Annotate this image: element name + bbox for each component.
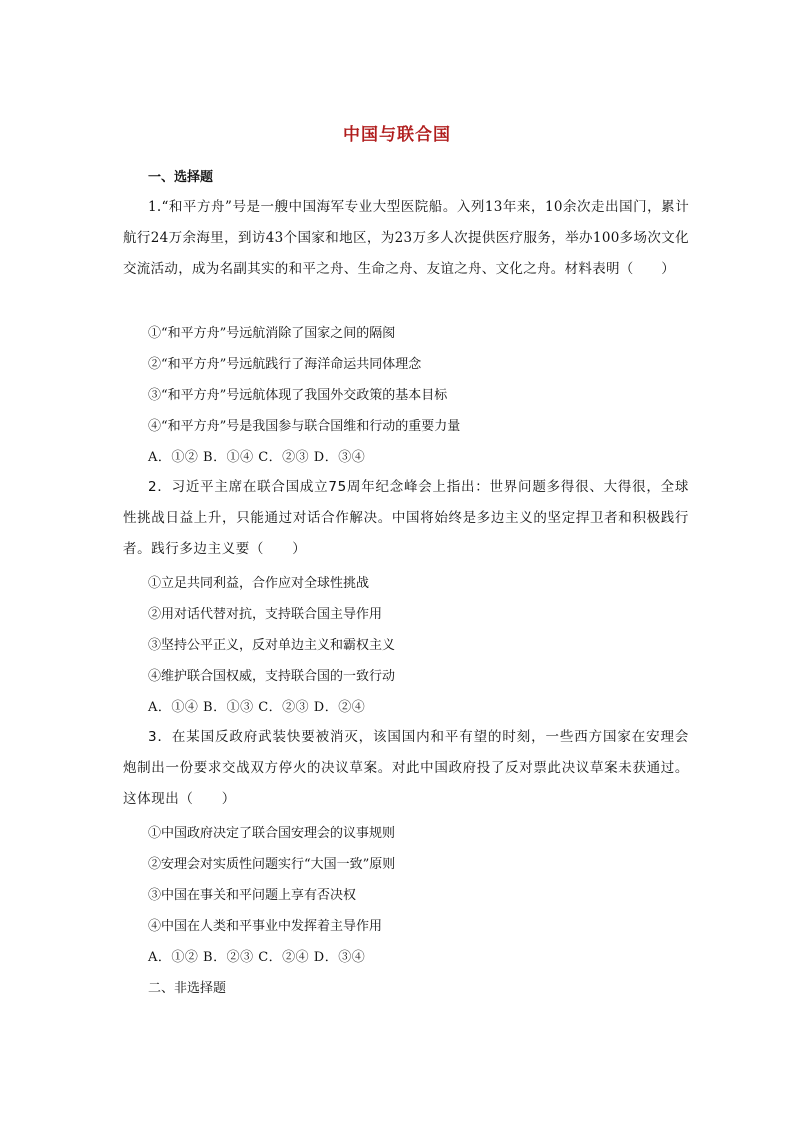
question-1-option-1: ①“和平方舟”号远航消除了国家之间的隔阂	[148, 326, 396, 341]
question-2-option-2: ②用对话代替对抗，支持联合国主导作用	[148, 607, 383, 622]
question-2-option-1: ①立足共同利益，合作应对全球性挑战	[148, 576, 370, 591]
question-1-option-2: ②“和平方舟”号远航践行了海洋命运共同体理念	[148, 357, 422, 372]
question-1-option-4: ④“和平方舟”号是我国参与联合国维和行动的重要力量	[148, 419, 461, 434]
question-1-answers: A．①② B．①④ C．②③ D．③④	[148, 450, 366, 465]
question-3-option-3: ③中国在事关和平问题上享有否决权	[148, 888, 357, 903]
section-heading-nonchoice: 二、非选择题	[148, 981, 227, 996]
document-title: 中国与联合国	[343, 125, 451, 145]
question-1-option-3: ③“和平方舟”号远航体现了我国外交政策的基本目标	[148, 388, 448, 403]
question-3-option-4: ④中国在人类和平事业中发挥着主导作用	[148, 919, 383, 934]
question-2-stem: 2．习近平主席在联合国成立75周年纪念峰会上指出：世界问题多得很、大得很，全球性挑战日益上升，只能通过对话合作解决。中国将始终是多边主义的坚定捍卫者和积极践行者。践行多边主义要（ ）	[123, 479, 689, 557]
question-2-option-3: ③坚持公平正义，反对单边主义和霸权主义	[148, 638, 396, 653]
section-heading-choice: 一、选择题	[148, 170, 214, 185]
question-1-stem: 1.“和平方舟”号是一艘中国海军专业大型医院船。入列13年来，10余次走出国门，累计航行24万余海里，到访43个国家和地区，为23万多人次提供医疗服务，举办100多场次文化交流活动，成为名副其实的和平之舟、生命之舟、友谊之舟、文化之舟。材料表明（ ）	[123, 199, 689, 277]
question-2-answers: A．①④ B．①③ C．②③ D．②④	[148, 700, 366, 715]
question-2-option-4: ④维护联合国权威，支持联合国的一致行动	[148, 669, 396, 684]
question-3-answers: A．①② B．②③ C．②④ D．③④	[148, 950, 366, 965]
question-3-option-1: ①中国政府决定了联合国安理会的议事规则	[148, 826, 396, 841]
question-3-option-2: ②安理会对实质性问题实行“大国一致”原则	[148, 857, 396, 872]
question-3-stem: 3．在某国反政府武装快要被消灭，该国国内和平有望的时刻，一些西方国家在安理会炮制出一份要求交战双方停火的决议草案。对此中国政府投了反对票此决议草案未获通过。这体现出（ ）	[123, 729, 689, 807]
